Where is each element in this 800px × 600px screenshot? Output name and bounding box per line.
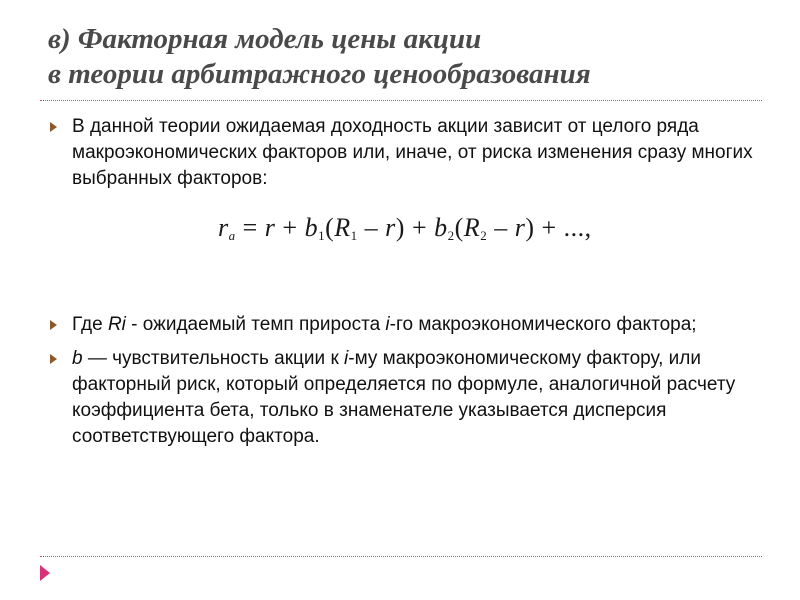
formula-r3: r (385, 213, 396, 242)
formula-sub-2b: 2 (480, 228, 488, 243)
formula-close-2: ) (525, 213, 535, 242)
formula-sub-a: a (228, 228, 236, 243)
bullet-item-1 (48, 114, 763, 192)
bullet-triangle-icon (50, 122, 57, 132)
formula-r4: r (514, 213, 526, 242)
bullet-2-var: Ri (107, 314, 126, 335)
formula-close-1: ) (395, 213, 405, 242)
formula-b1: b (304, 213, 319, 242)
formula-sub-2: 2 (447, 228, 455, 243)
slide-title (48, 22, 768, 92)
bullet-2-mid: - ожидаемый темп прироста (125, 314, 386, 335)
formula-minus-2: – (487, 213, 515, 242)
formula-r2: r (264, 213, 276, 242)
formula-b2: b (434, 213, 448, 242)
slide-content (48, 114, 763, 450)
title-line-2: в теории арбитражного ценообразования (48, 58, 591, 90)
next-slide-arrow-icon[interactable] (40, 565, 50, 581)
bullet-2-suffix: -го макроэкономического фактора; (389, 314, 697, 335)
formula-open-1: ( (325, 213, 335, 242)
formula-eq: = (235, 213, 265, 242)
formula-sub-1b: 1 (350, 228, 358, 243)
bullet-text-1: В данной теории ожидаемая доходность акции зависит от целого ряда макроэкономических факторов или, иначе, от риска изменения сразу многих выбранных факторов: (72, 116, 753, 189)
formula-R2: R (463, 213, 481, 242)
bullet-3-var: b (72, 348, 83, 369)
title-line-1: в) Факторная модель цены акции (48, 23, 482, 55)
formula-R1: R (334, 213, 351, 242)
bullet-triangle-icon (50, 354, 57, 364)
formula-tail: + ..., (534, 213, 592, 242)
bullet-2-prefix: Где (72, 314, 108, 335)
formula-open-2: ( (454, 213, 464, 242)
bullet-3-text2: -му макроэкономическому фактору, или факторный риск, который определяется по формуле, аналогичной расчету коэффициента бета, только в знаменателе указывается дисперсия соответствующего фактора. (72, 348, 736, 447)
apt-formula (218, 213, 592, 244)
formula-minus-1: – (357, 213, 386, 242)
bullet-3-index: i (344, 348, 349, 369)
bullet-item-2 (48, 312, 763, 338)
formula-plus-2: + (404, 213, 435, 242)
bullet-triangle-icon (50, 320, 57, 330)
top-divider (40, 100, 762, 101)
formula-sub-1: 1 (318, 228, 326, 243)
bullet-3-text1: — чувствительность акции к (82, 348, 345, 369)
bottom-divider (40, 556, 762, 557)
formula-plus-1: + (275, 213, 305, 242)
bullet-2-index: i (385, 314, 390, 335)
formula-r: r (218, 213, 229, 242)
bullet-item-3 (48, 346, 763, 450)
